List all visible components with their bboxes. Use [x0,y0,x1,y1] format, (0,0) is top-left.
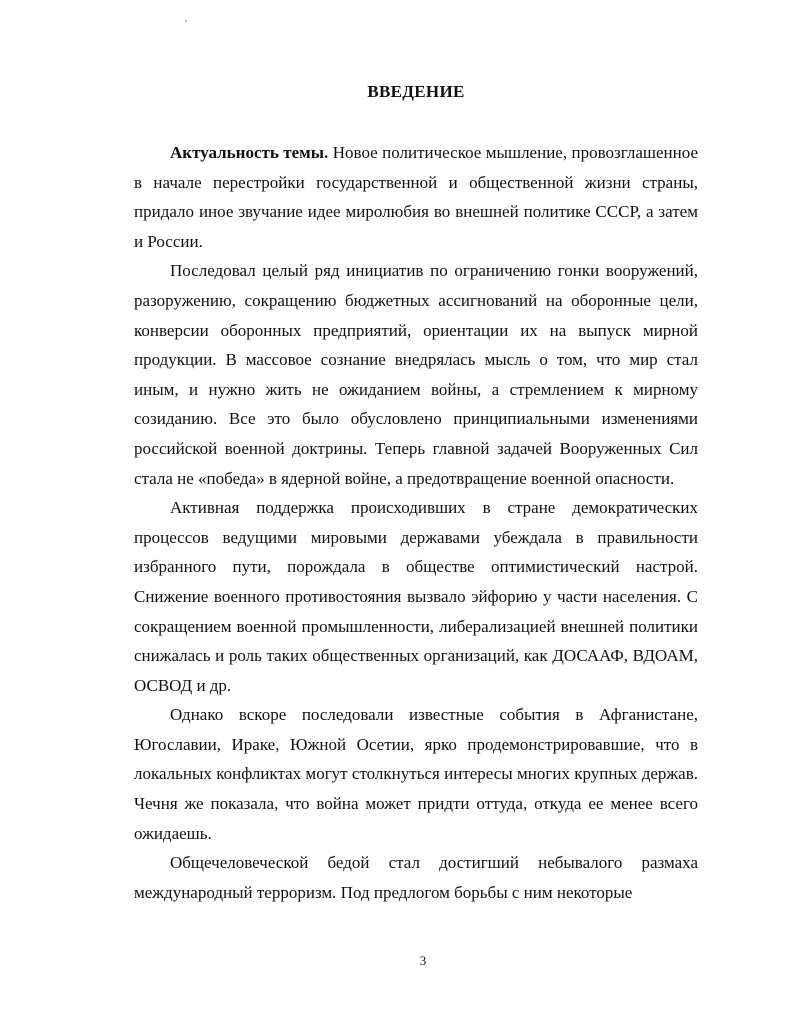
paragraph [134,848,698,907]
paragraph-text: Активная поддержка происходивших в стране демократических процессов ведущими мировыми державами убеждала в правильности избранного пути, порождала в обществе оптимистический настрой. Снижение военного противостояния вызвало эйфорию у части населения. С сокращением военной промышленности, либерализацией внешней политики снижалась и роль таких общественных организаций, как ДОСААФ, ВДОАМ, ОСВОД и др. [134,498,698,695]
paragraph-relevance [134,138,698,256]
page-number: 3 [419,953,427,968]
page-title: ВВЕДЕНИЕ [367,82,465,101]
paragraph-text: Однако вскоре последовали известные события в Афганистане, Югославии, Ираке, Южной Осетии, ярко продемонстрировавшие, что в локальных конфликтах могут столкнуться интересы многих крупных держав. Чечня же показала, что война может придти оттуда, откуда ее менее всего ожидаешь. [134,705,698,843]
paragraph-text: Общечеловеческой бедой стал достигший небывалого размаха международный терроризм. Под предлогом борьбы с ним некоторые [134,853,698,902]
paragraph [134,700,698,848]
paragraph-text: Последовал целый ряд инициатив по ограничению гонки вооружений, разоружению, сокращению бюджетных ассигнований на оборонные цели, конверсии оборонных предприятий, ориентации их на выпуск мирной продукции. В массовое сознание внедрялась мысль о том, что мир стал иным, и нужно жить не ожиданием войны, а стремлением к мирному созиданию. Все это было обусловлено принципиальными изменениями российской военной доктрины. Теперь главной задачей Вооруженных Сил стала не «победа» в ядерной войне, а предотвращение военной опасности. [134,261,698,488]
run-in-heading: Актуальность темы. [170,143,329,162]
paragraph [134,493,698,700]
scan-artifact [185,20,187,22]
paragraph [134,256,698,493]
paragraph-text: Новое политическое мышление, провозглашенное в начале перестройки государственной и общественной жизни страны, придало иное звучание идее миролюбия во внешней политике СССР, а затем и России. [134,143,698,251]
body-text [134,138,698,907]
